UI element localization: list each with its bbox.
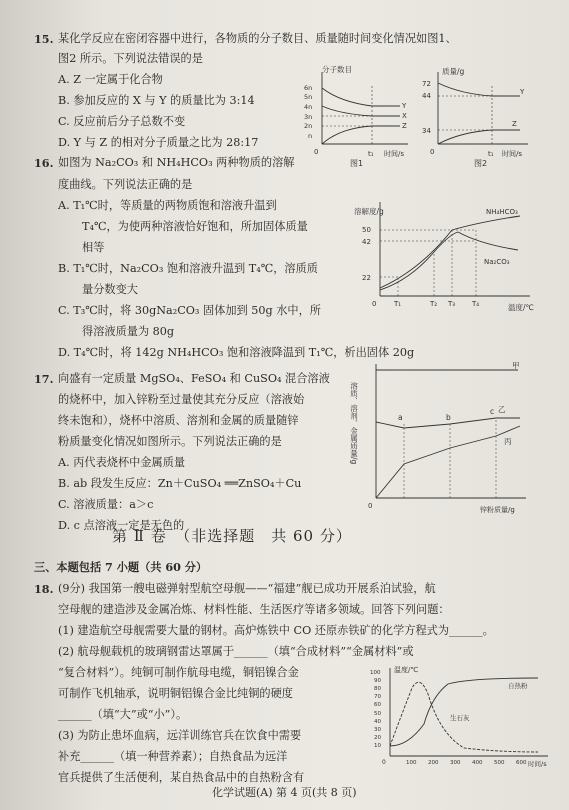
q18-line2: 空母舰的建造涉及金属冶炼、材料性能、生活医疗等诸多领域。回答下列问题： [58, 603, 450, 616]
q18-xtick-400: 400 [472, 760, 483, 766]
q18-line4: (2) 航母舰载机的玻璃钢雷达罩属于______（填“合成材料”“金属材料”或 [58, 645, 414, 658]
q17-option-b: B. ab 段发生反应：Zn＋CuSO₄ ══ZnSO₄＋Cu [58, 477, 302, 490]
q15-number: 15. [34, 32, 54, 46]
q16-origin: 0 [372, 300, 377, 308]
q18-line8: (3) 为防止患坏血病，远洋训练官兵在饮食中需要 [58, 729, 302, 742]
q16-option-a-3: 相等 [82, 241, 105, 254]
fig1-tick-n: n [308, 132, 313, 140]
q16-option-b-2: 量分数变大 [82, 283, 138, 296]
q16-option-c-1: C. T₃℃时，将 30gNa₂CO₃ 固体加到 50g 水中，所 [58, 304, 321, 317]
q18-ytick-40: 40 [374, 719, 381, 725]
fig2-ylabel: 质量/g [442, 67, 465, 76]
q18-line9: 补充______（填一种营养素）；自热食品为远洋 [58, 750, 288, 763]
fig2-t1: t₁ [488, 150, 494, 158]
q17-option-a: A. 丙代表烧杯中金属质量 [58, 456, 186, 469]
fig1-label-x: X [402, 112, 407, 120]
q17-option-d: D. c 点溶液一定是无色的 [58, 519, 185, 532]
q18-ytick-60: 60 [374, 702, 381, 708]
section-part-three: 三、本题包括 7 小题（共 60 分） [34, 560, 208, 574]
q18-line7: ______（填“大”或“小”）。 [58, 708, 188, 721]
q17-line-bing [376, 426, 520, 498]
q15-option-d: D. Y 与 Z 的相对分子质量之比为 28:17 [58, 136, 259, 149]
page-footer: 化学试题(A) 第 4 页(共 8 页) [212, 786, 357, 799]
q16-label-na2co3: Na₂CO₃ [484, 258, 510, 266]
q15-figure-1 [300, 64, 412, 168]
q17-xlabel: 锌粉质量/g [480, 506, 515, 514]
q17-origin: 0 [368, 502, 373, 510]
q17-point-b: b [446, 413, 451, 422]
q17-stem-line2: 的烧杯中，加入锌粉至过量使其充分反应（溶液始 [58, 393, 305, 406]
q18-ytick-50: 50 [374, 711, 381, 717]
q17-number: 17. [34, 372, 54, 386]
q18-ylabel: 温度/℃ [394, 666, 419, 674]
fig2-origin: 0 [430, 148, 435, 156]
q17-label-bing: 丙 [504, 437, 512, 446]
q17-point-c: c [490, 407, 495, 416]
q17-ylabel: 溶质、溶剂、金属质量/g [349, 382, 359, 465]
q17-stem-line1: 向盛有一定质量 MgSO₄、FeSO₄ 和 CuSO₄ 混合溶液 [58, 372, 330, 385]
q18-ytick-80: 80 [374, 686, 381, 692]
fig2-xlabel: 时间/s [502, 150, 523, 158]
q16-solubility-chart [350, 200, 550, 318]
q16-option-c-2: 得溶液质量为 80g [82, 325, 175, 338]
q15-option-c: C. 反应前后分子总数不变 [58, 115, 186, 128]
q15-stem-line2: 图2 所示。下列说法错误的是 [58, 52, 203, 65]
q16-tick-50: 50 [362, 226, 371, 234]
q16-option-d: D. T₄℃时，将 142g NH₄HCO₃ 饱和溶液降温到 T₁℃，析出固体 20g [58, 346, 415, 359]
q18-number: 18. [34, 582, 54, 596]
q16-stem-line1: 如图为 Na₂CO₃ 和 NH₄HCO₃ 两种物质的溶解 [58, 156, 295, 169]
q16-tick-42: 42 [362, 238, 371, 246]
q16-xtick-t2: T₂ [430, 300, 438, 308]
q18-origin: 0 [382, 759, 386, 766]
q18-temperature-chart [368, 664, 558, 772]
q18-line1: (9分) 我国第一艘电磁弹射型航空母舰——“福建”舰已成功开展系泊试验，航 [58, 582, 436, 595]
q18-line5: “复合材料”）。纯铜可制作航母电缆，铜铝镍合金 [58, 666, 299, 679]
q15-option-a: A. Z 一定属于化合物 [58, 73, 163, 86]
fig1-curve-x [322, 106, 400, 116]
q16-number: 16. [34, 156, 54, 170]
fig1-label-z: Z [402, 122, 407, 130]
q16-xlabel: 温度/℃ [508, 303, 534, 312]
q18-ytick-10: 10 [374, 743, 381, 749]
q18-ytick-70: 70 [374, 694, 381, 700]
q17-point-a: a [398, 413, 403, 422]
fig2-curve-z [438, 130, 520, 144]
q18-ytick-100: 100 [370, 670, 381, 676]
q18-label-quicklime: 生石灰 [450, 714, 470, 722]
fig1-ylabel: 分子数目 [322, 65, 352, 74]
q16-option-a-2: T₄℃，为使两种溶液恰好饱和，所加固体质量 [82, 220, 308, 233]
fig1-caption: 图1 [350, 159, 364, 168]
q16-xtick-t3: T₃ [448, 300, 456, 308]
fig1-curve-y [322, 88, 400, 106]
q18-ytick-20: 20 [374, 735, 381, 741]
q16-xtick-t1: T₁ [394, 300, 402, 308]
fig2-tick-72: 72 [422, 80, 431, 88]
fig2-label-z: Z [512, 120, 517, 128]
q17-mass-chart [348, 360, 538, 518]
q16-tick-22: 22 [362, 274, 371, 282]
q17-option-c: C. 溶液质量：a＞c [58, 498, 154, 511]
q16-ylabel: 溶解度/g [354, 207, 384, 216]
q18-line6: 可制作飞机轴承，说明铜铝镍合金比纯铜的硬度 [58, 687, 293, 700]
q17-label-yi: 乙 [498, 405, 506, 414]
section-ii-title: 第 Ⅱ 卷 （非选择题 共 60 分） [112, 527, 352, 545]
q15-stem-line1: 某化学反应在密闭容器中进行，各物质的分子数目、质量随时间变化情况如图1、 [58, 32, 457, 45]
q15-option-b: B. 参加反应的 X 与 Y 的质量比为 3:14 [58, 94, 255, 107]
fig1-tick-6n: 6n [304, 84, 313, 92]
q18-label-self-heating: 自热粉 [508, 682, 528, 690]
q18-line3: (1) 建造航空母舰需要大量的钢材。高炉炼铁中 CO 还原赤铁矿的化学方程式为______。 [58, 624, 494, 637]
q18-line10: 官兵提供了生活便利，某自热食品中的自热粉含有 [58, 771, 305, 784]
q17-label-jia: 甲 [512, 361, 520, 370]
q16-option-b-1: B. T₁℃时，Na₂CO₃ 饱和溶液升温到 T₄℃，溶质质 [58, 262, 318, 275]
fig1-tick-2n: 2n [304, 122, 313, 130]
q16-xtick-t4: T₄ [472, 300, 480, 308]
q16-label-nh4hco3: NH₄HCO₃ [486, 208, 518, 216]
q18-ytick-90: 90 [374, 678, 381, 684]
fig1-xlabel: 时间/s [384, 150, 405, 158]
fig2-tick-44: 44 [422, 92, 431, 100]
fig1-label-y: Y [402, 102, 407, 110]
q16-option-a-1: A. T₁℃时，等质量的两物质饱和溶液升温到 [58, 199, 277, 212]
q16-stem-line2: 度曲线。下列说法正确的是 [58, 178, 193, 191]
fig1-origin: 0 [314, 148, 319, 156]
q15-figure-2 [416, 64, 536, 168]
fig1-tick-5n: 5n [304, 93, 313, 101]
q18-xtick-500: 500 [494, 760, 505, 766]
q18-xtick-100: 100 [406, 760, 417, 766]
q18-xtick-300: 300 [450, 760, 461, 766]
q18-xtick-200: 200 [428, 760, 439, 766]
fig2-curve-y [438, 83, 520, 96]
fig1-curve-z [322, 126, 400, 144]
fig1-t1: t₁ [368, 150, 374, 158]
fig2-tick-34: 34 [422, 127, 431, 135]
q17-stem-line4: 粉质量变化情况如图所示。下列说法正确的是 [58, 435, 282, 448]
fig2-label-y: Y [520, 88, 525, 96]
fig2-caption: 图2 [474, 159, 488, 168]
q18-ytick-30: 30 [374, 727, 381, 733]
q18-xtick-600: 600 [516, 760, 527, 766]
fig1-tick-3n: 3n [304, 113, 313, 121]
q17-stem-line3: 终未饱和），烧杯中溶质、溶剂和金属的质量随锌 [58, 414, 299, 427]
fig1-tick-4n: 4n [304, 103, 313, 111]
q16-curve-nh4hco3 [380, 216, 520, 288]
q18-xlabel: 时间/s [528, 760, 547, 768]
